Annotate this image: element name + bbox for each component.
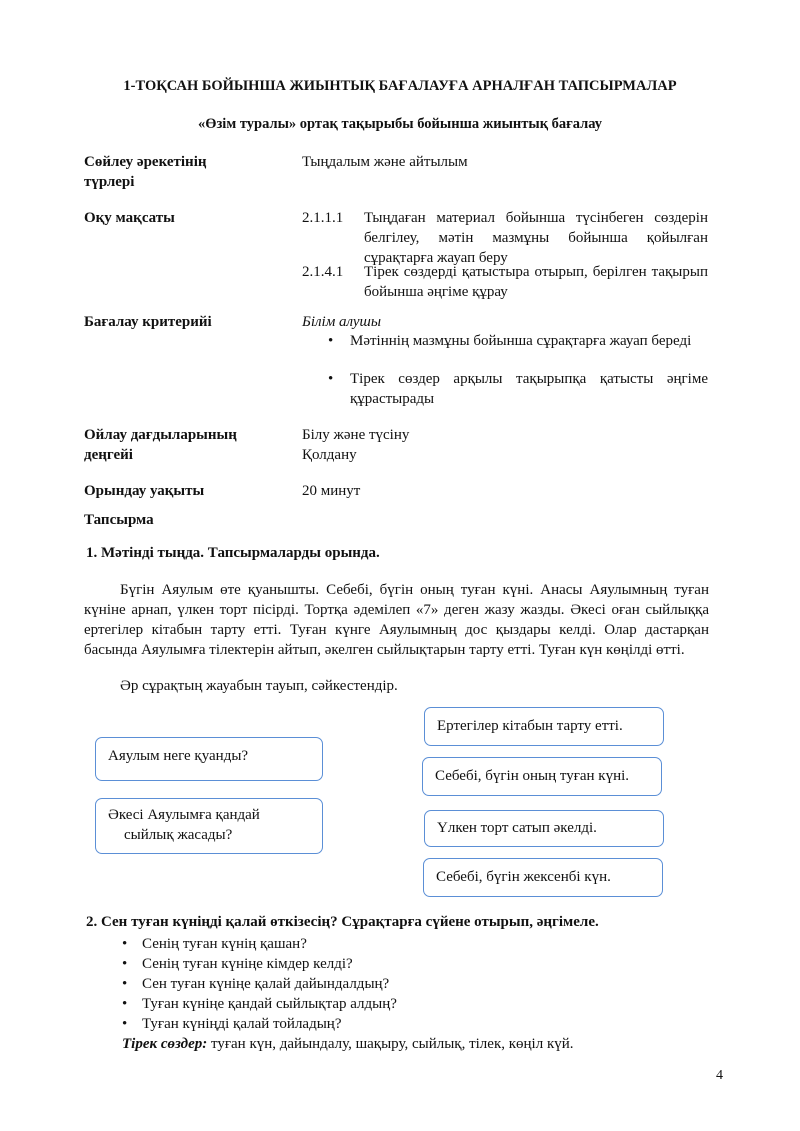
question-text: сыйлық жасады?	[124, 827, 233, 843]
goal-text: Тірек сөздерді қатыстыра отырып, берілген тақырып бойынша әңгіме құрау	[364, 264, 708, 300]
thinking-skills-label: Ойлау дағдыларының деңгейі	[84, 427, 237, 463]
answer-box[interactable]	[422, 757, 662, 796]
task1-instruction: Әр сұрақтың жауабын тауып, сәйкестендір.	[120, 678, 398, 694]
bullet-icon: •	[122, 956, 128, 972]
goal-code: 2.1.4.1	[302, 264, 344, 280]
bullet-icon: •	[122, 996, 128, 1012]
list-item: • Сен туған күніңе қалай дайындалдың?	[122, 976, 390, 992]
question-box[interactable]	[95, 737, 323, 781]
criteria-item: • Тірек сөздер арқылы тақырыпқа қатысты әңгіме құрастырады	[328, 371, 708, 407]
bullet-icon: •	[328, 333, 334, 349]
answer-text: Себебі, бүгін оның туған күні.	[435, 768, 630, 784]
task1-heading: 1. Мәтінді тыңда. Тапсырмаларды орында.	[86, 545, 380, 561]
answer-box[interactable]	[423, 858, 663, 897]
criteria-intro: Білім алушы	[302, 314, 382, 330]
criteria-label: Бағалау критерийі	[84, 314, 212, 330]
list-item: • Сенің туған күніңе кімдер келді?	[122, 956, 353, 972]
speech-type-value: Тыңдалым және айтылым	[302, 154, 468, 170]
learning-goal-1	[302, 208, 708, 268]
list-item: • Туған күніңе қандай сыйлықтар алдың?	[122, 996, 397, 1012]
duration-value: 20 минут	[302, 483, 361, 499]
task2-question-list	[118, 934, 397, 1034]
page-number: 4	[716, 1068, 723, 1083]
answer-text: Ертегілер кітабын тарту етті.	[437, 718, 623, 734]
task-label: Тапсырма	[84, 512, 154, 528]
task2-heading: 2. Сен туған күніңді қалай өткізесің? Сұрақтарға сүйене отырып, әңгімеле.	[86, 914, 599, 930]
goal-code: 2.1.1.1	[302, 210, 344, 226]
question-text: Аяулым неге қуанды?	[108, 748, 249, 764]
list-item: • Туған күніңді қалай тойладың?	[122, 1016, 342, 1032]
question-box[interactable]	[95, 798, 323, 854]
criteria-item: • Мәтіннің мазмұны бойынша сұрақтарға жауап береді	[328, 333, 692, 349]
page-title: 1-ТОҚСАН БОЙЫНША ЖИЫНТЫҚ БАҒАЛАУҒА АРНАЛҒАН ТАПСЫРМАЛАР	[123, 78, 677, 94]
thinking-skills-value: Білу және түсіну Қолдану	[302, 427, 410, 463]
answer-box[interactable]	[424, 810, 664, 847]
learning-goal-2	[302, 262, 708, 302]
bullet-icon: •	[122, 936, 128, 952]
answer-box[interactable]	[424, 707, 664, 746]
support-words	[122, 1034, 574, 1054]
bullet-icon: •	[122, 976, 128, 992]
support-words-list: туған күн, дайындалу, шақыру, сыйлық, тілек, көңіл күй.	[207, 1036, 574, 1052]
support-words-label: Тірек сөздер:	[122, 1036, 208, 1052]
speech-type-label: Сөйлеу әрекетінің түрлері	[84, 154, 207, 190]
bullet-icon: •	[122, 1016, 128, 1032]
bullet-icon: •	[328, 371, 334, 387]
page-subtitle: «Өзім туралы» ортақ тақырыбы бойынша жиынтық бағалау	[197, 116, 603, 132]
answer-text: Себебі, бүгін жексенбі күн.	[436, 869, 611, 885]
goal-text: Тыңдаған материал бойынша түсінбеген сөздерін белгілеу, мәтін мазмұны бойынша қойылған сұрақтарға жауап беру	[364, 210, 708, 266]
task1-text: Бүгін Аяулым өте қуанышты. Себебі, бүгін оның туған күні. Анасы Аяулымның туған күніне арнап, үлкен торт пісірді. Тортқа әдемілеп «7» деген жазу жазды. Әкесі оған сыйлыққа ертегілер кітабын тарту етті. Туған күнге Аяулымның дос қыздары келді. Олар дастарқан басында Аяулымға тілектерін айтып, әкелген сыйлықтарын тарту етті. Туған күн көңілді өтті.	[84, 582, 709, 658]
learning-goal-label: Оқу мақсаты	[84, 210, 175, 226]
question-text: Әкесі Аяулымға қандай	[108, 807, 260, 823]
answer-text: Үлкен торт сатып әкелді.	[437, 820, 597, 836]
duration-label: Орындау уақыты	[84, 483, 205, 499]
list-item: • Сенің туған күнің қашан?	[122, 936, 307, 952]
